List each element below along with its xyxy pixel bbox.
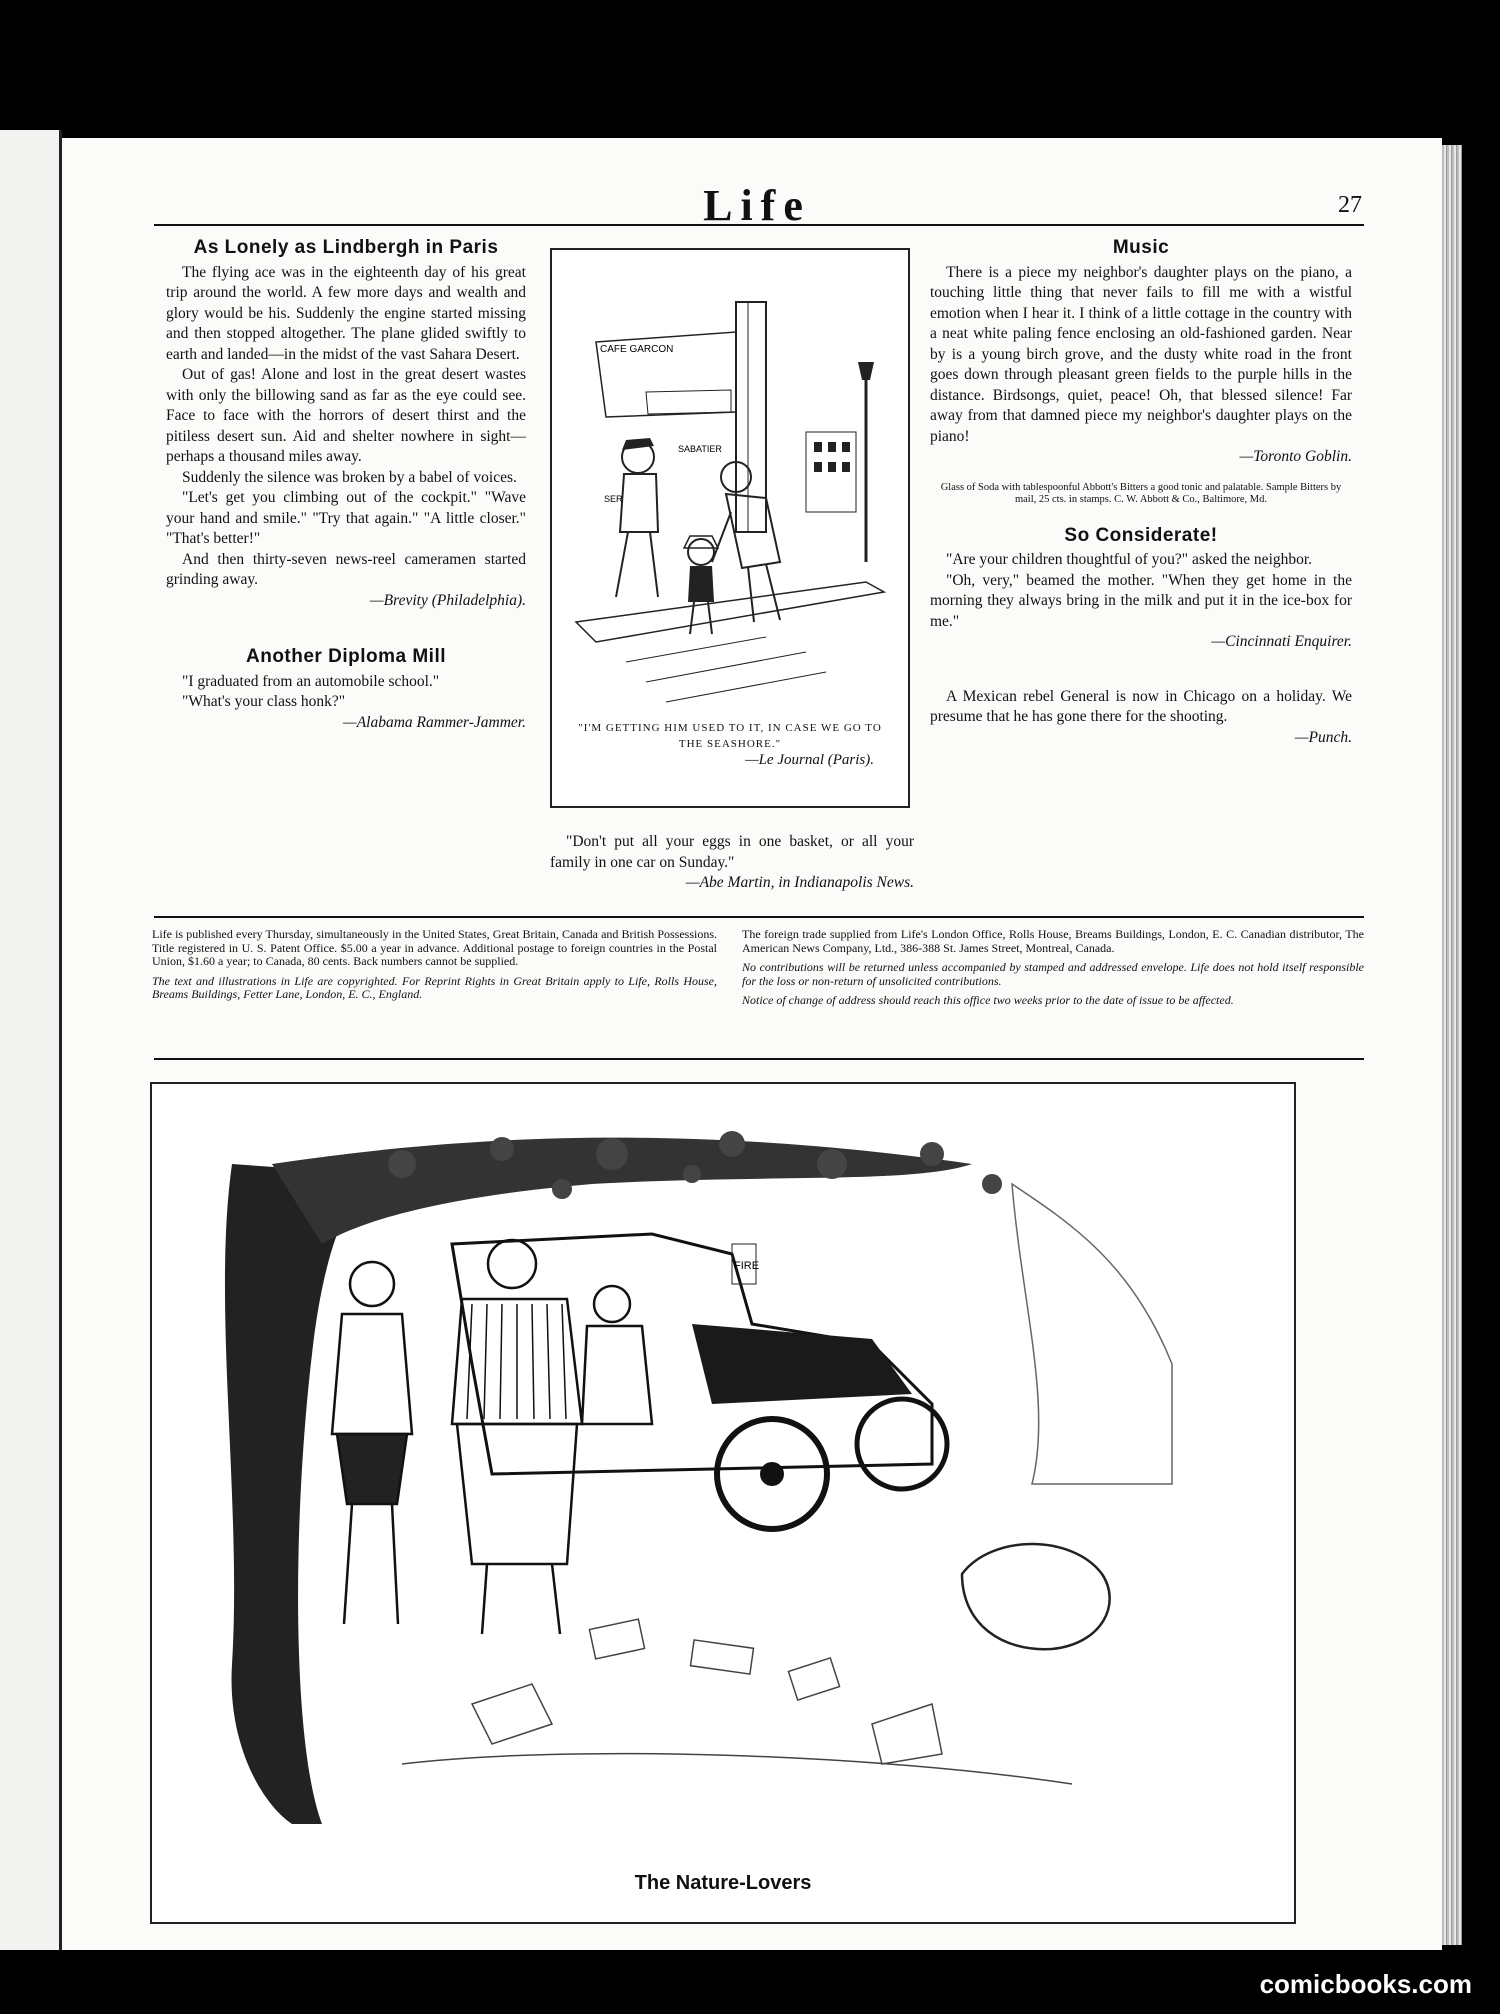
attribution: —Toronto Goblin. [1239,448,1352,465]
paragraph: Out of gas! Alone and lost in the great desert wastes with only the billowing sand as far as the eye could see. Face to face with the horrors of desert thirst and the pitiless desert sun. Aid and shelter nowhere in sight—perhaps a thousand miles away. [166,366,526,465]
cartoon-source: —Le Journal (Paris). [745,752,874,768]
masthead [152,180,1362,230]
left-page-edge [0,130,62,1950]
notice-paragraph: Life is published every Thursday, simultaneously in the United States, Great Britain, Canada and British Possessions. Title registered in U. S. Patent Office. $5.00 a year in advance. Additional postage to foreign countries in the Postal Union, $1.60 a year; to Canada, 80 cents. Back numbers cannot be supplied. [152,927,717,968]
site-watermark: comicbooks.com [1259,1969,1472,1999]
nature-lovers-illustration-frame [150,1082,1296,1924]
paragraph: Suddenly the silence was broken by a babel of voices. [182,468,517,486]
bitters-advertisement: Glass of Soda with tablespoonful Abbott's Bitters a good tonic and palatable. Sample Bitters by mail, 25 cts. in stamps. C. W. Abbott & Co., Baltimore, Md. [940,481,1342,505]
notice-paragraph: Notice of change of address should reach this office two weeks prior to the date of issue to be affected. [742,993,1234,1007]
notice-rule-top [154,916,1364,918]
paragraph: A Mexican rebel General is now in Chicago on a holiday. We presume that he has gone there for the shooting. [930,687,1352,725]
page-number: 27 [1338,192,1362,218]
headline-diploma-mill: Another Diploma Mill [246,646,446,667]
attribution: —Brevity (Philadelphia). [369,591,526,609]
header-rule [154,224,1364,226]
paragraph: "I graduated from an automobile school." [182,672,440,690]
shop-sign-text: SABATIER [678,444,722,454]
paragraph: "Are your children thoughtful of you?" asked the neighbor. [946,551,1313,568]
notice-paragraph: The text and illustrations in Life are copyrighted. For Reprint Rights in Great Britain apply to Life, Rolls House, Breams Buildings, Fetter Lane, London, E. C., England. [152,973,717,1001]
publication-notice-right [742,928,1364,1014]
paragraph: "What's your class honk?" [182,693,346,710]
column-middle [550,238,914,894]
paragraph: "Don't put all your eggs in one basket, or all your family in one car on Sunday." [550,833,914,871]
notice-paragraph: No contributions will be returned unless accompanied by stamped and addressed envelope. Life does not hold itself responsible for the loss or non-return of unsolicited contributions. [742,960,1364,988]
seashore-cartoon-drawing [566,262,894,712]
column-left [166,238,526,733]
nature-lovers-drawing [172,1104,1276,1844]
paragraph: There is a piece my neighbor's daughter plays on the piano, a touching little thing that never fails to fill me with a wistful emotion when I hear it. I think of a little cottage in the country with a neat white paling fence enclosing an old-fashioned garden. Near by is a young birch grove, and the dusty white road in the front goes down through pleasant green fields to the purple hills in the distance. Birdsongs, quiet, peace! Oh, that blessed silence! Far away from that damned piece my neighbor's daughter plays on the piano! [930,263,1352,445]
paragraph: The flying ace was in the eighteenth day of his great trip around the world. A few more days and wealth and glory would be his. Suddenly the engine started missing and then stopped altogether. The plane glided swiftly to earth and landed—in the midst of the vast Sahara Desert. [166,263,526,363]
column-right [930,238,1352,748]
cartoon-caption [566,720,894,768]
wall-sign-text: SER [604,494,623,504]
right-page-edges [1442,145,1462,1945]
attribution: —Abe Martin, in Indianapolis News. [685,874,914,891]
notice-paragraph: The foreign trade supplied from Life's London Office, Rolls House, Breams Buildings, London, E. C. Canadian distributor, The American News Company, Ltd., 386-388 St. James Street, Montreal, Canada. [742,927,1364,955]
attribution: —Alabama Rammer-Jammer. [342,713,526,731]
cartoon-caption-text: "I'M GETTING HIM USED TO IT, IN CASE WE GO TO THE SEASHORE." [578,722,882,750]
headline-music: Music [1112,237,1170,258]
fire-sign-text: FIRE [734,1260,760,1272]
headline-so-considerate: So Considerate! [1064,524,1218,546]
masthead-title: Life [703,181,811,230]
attribution: —Cincinnati Enquirer. [1211,633,1352,650]
paragraph: "Let's get you climbing out of the cockpit." "Wave your hand and smile." "Try that again." "A little closer." "That's better!" [166,489,526,547]
publication-notice-left [152,928,717,1008]
headline-lindbergh: As Lonely as Lindbergh in Paris [193,237,499,258]
attribution: —Punch. [1294,728,1352,746]
notice-rule-bottom [154,1058,1364,1060]
paragraph: And then thirty-seven news-reel cameramen started grinding away. [166,550,526,588]
magazine-page [62,138,1442,1950]
cafe-sign-text: CAFE GARCON [600,344,674,355]
illustration-caption: The Nature-Lovers [634,1872,812,1894]
cartoon-frame [550,248,910,808]
paragraph: "Oh, very," beamed the mother. "When they get home in the morning they always bring in the milk and put it in the ice-box for me." [930,571,1352,630]
